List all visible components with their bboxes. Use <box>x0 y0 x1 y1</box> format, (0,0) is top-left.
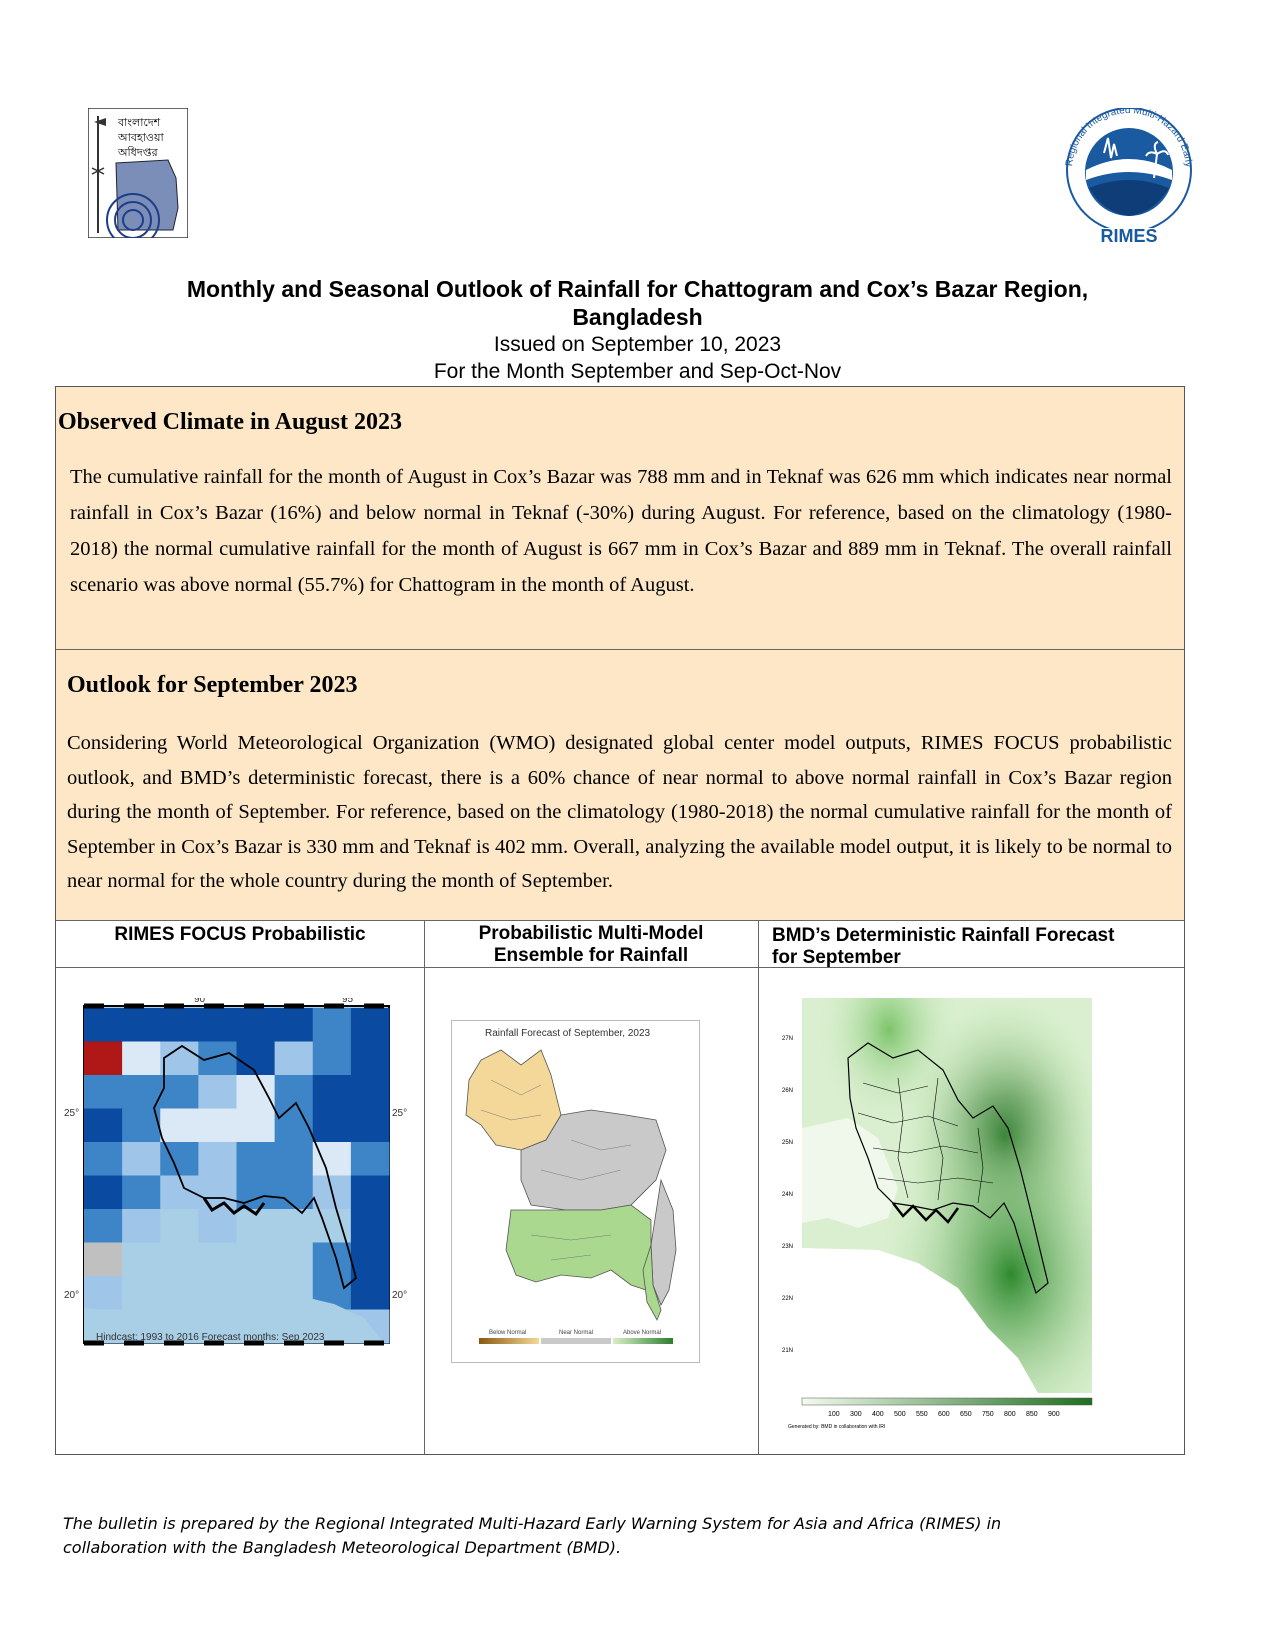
svg-text:23N: 23N <box>782 1244 794 1250</box>
svg-text:90°: 90° <box>194 998 210 1005</box>
observed-heading: Observed Climate in August 2023 <box>58 409 403 435</box>
svg-text:95°: 95° <box>342 998 358 1005</box>
svg-text:Hindcast: 1993 to 2016 Forecas: Hindcast: 1993 to 2016 Forecast months: Sep 2023 <box>96 1332 325 1343</box>
issued-date: Issued on September 10, 2023 <box>493 333 782 356</box>
scale-label: 500 <box>894 1411 906 1418</box>
col-head-mme: Probabilistic Multi-Model Ensemble for Rainfall <box>478 923 704 966</box>
svg-text:20°: 20° <box>64 1290 80 1301</box>
scale-label: 900 <box>1048 1411 1060 1418</box>
col-head-rimes-focus: RIMES FOCUS Probabilistic <box>114 924 366 945</box>
col-head-bmd: BMD’s Deterministic Rainfall Forecast for September <box>772 925 1115 968</box>
svg-text:Below Normal: Below Normal <box>489 1330 527 1336</box>
scale-label: 300 <box>850 1411 862 1418</box>
svg-text:অধিদপ্তর: অধিদপ্তর <box>118 146 158 159</box>
svg-text:আবহাওয়া: আবহাওয়া <box>118 131 164 144</box>
rimes-brand: RIMES <box>1100 226 1158 246</box>
bulletin-title-line1: Monthly and Seasonal Outlook of Rainfall for Chattogram and Cox’s Bazar Region, <box>186 276 1089 302</box>
footer-note: The bulletin is prepared by the Regional Integrated Multi-Hazard Early Warning System for Asia and Africa (RIMES) in collaboration with the Bangladesh Meteorological Department (BMD). <box>63 1514 1002 1557</box>
bmd-deterministic-map <box>768 988 1113 1453</box>
svg-text:27N: 27N <box>782 1036 794 1042</box>
svg-text:20°: 20° <box>392 1290 408 1301</box>
svg-text:25°: 25° <box>392 1108 408 1119</box>
rimes-logo <box>1054 108 1204 248</box>
svg-text:Above Normal: Above Normal <box>623 1330 662 1336</box>
svg-text:Generated by: BMD in collabora: Generated by: BMD in collaboration with IRI <box>788 1424 886 1430</box>
scale-label: 600 <box>938 1411 950 1418</box>
scale-label: 100 <box>828 1411 840 1418</box>
bulletin-header <box>120 275 1155 385</box>
mme-forecast-map <box>451 1020 711 1370</box>
scale-label: 400 <box>872 1411 884 1418</box>
svg-text:25N: 25N <box>782 1140 794 1146</box>
observed-text: The cumulative rainfall for the month of August in Cox’s Bazar was 788 mm and in Teknaf was 626 mm which indicates near normal rainfall in Cox’s Bazar (16%) and below normal in Teknaf (-30%) during August. For reference, based on the climatology (1980-2018) the normal cumulative rainfall for the month of August is 667 mm in Cox’s Bazar and 889 mm in Teknaf. The overall rainfall scenario was above normal (55.7%) for Chattogram in the month of August. <box>70 466 1172 596</box>
svg-text:Regional Integrated Multi-Haza: Regional Integrated Multi-Hazard Early <box>1064 108 1194 168</box>
svg-text:Near Normal: Near Normal <box>559 1330 594 1336</box>
svg-text:22N: 22N <box>782 1296 794 1302</box>
svg-text:26N: 26N <box>782 1088 794 1094</box>
rimes-focus-map <box>64 998 409 1363</box>
svg-text:Rainfall Forecast of September: Rainfall Forecast of September, 2023 <box>485 1028 651 1039</box>
scale-label: 550 <box>916 1411 928 1418</box>
observed-climate-section <box>56 387 1184 650</box>
bulletin-body <box>55 386 1185 1455</box>
scale-label: 800 <box>1004 1411 1016 1418</box>
bmd-logo <box>88 108 188 238</box>
forecast-period: For the Month September and Sep-Oct-Nov <box>433 360 842 383</box>
outlook-section <box>56 650 1184 920</box>
scale-label: 650 <box>960 1411 972 1418</box>
bulletin-title-line2: Bangladesh <box>572 304 703 330</box>
outlook-text: Considering World Meteorological Organization (WMO) designated global center model outputs, RIMES FOCUS probabilistic outlook, and BMD’s deterministic forecast, there is a 60% chance of near normal to above normal rainfall in Cox’s Bazar region during the month of September. For reference, based on the climatology (1980-2018) the normal cumulative rainfall for the month of September in Cox’s Bazar is 330 mm and Teknaf is 402 mm. Overall, analyzing the available model output, it is likely to be normal to near normal for the whole country during the month of September. <box>67 732 1172 892</box>
outlook-heading: Outlook for September 2023 <box>67 672 358 698</box>
svg-text:বাংলাদেশ: বাংলাদেশ <box>118 116 161 129</box>
forecast-maps-table <box>56 920 1184 1454</box>
scale-label: 850 <box>1026 1411 1038 1418</box>
svg-text:25°: 25° <box>64 1108 80 1119</box>
svg-text:21N: 21N <box>782 1348 794 1354</box>
svg-text:24N: 24N <box>782 1192 794 1198</box>
scale-label: 750 <box>982 1411 994 1418</box>
